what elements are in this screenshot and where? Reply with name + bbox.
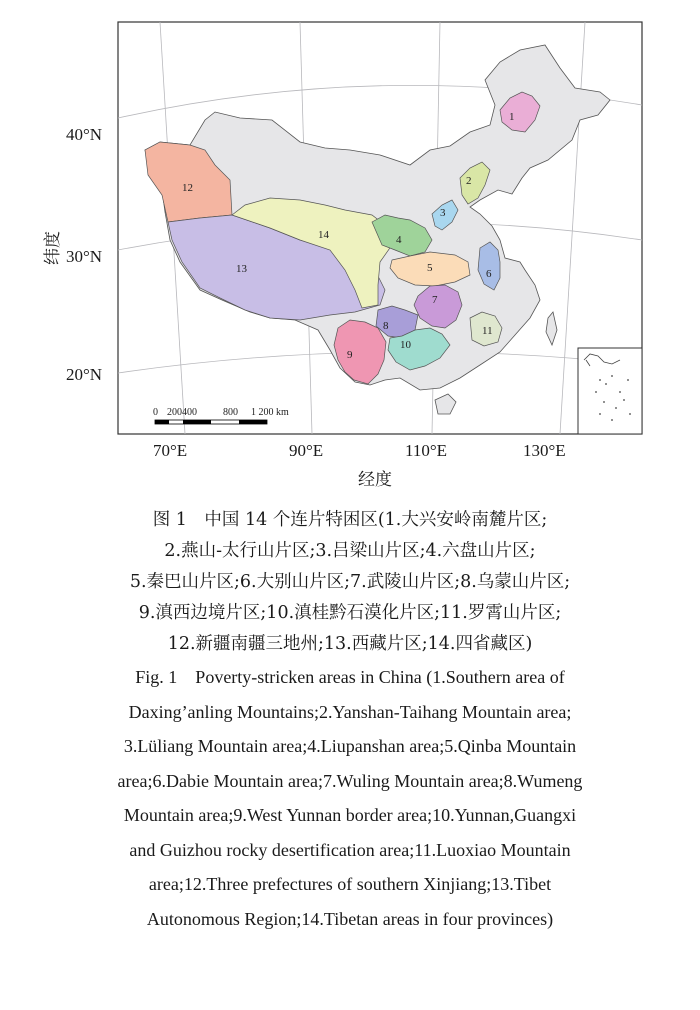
x-axis-label: 经度: [358, 470, 392, 489]
lon-label: 110°E: [405, 441, 448, 460]
caption-en-line: Fig. 1 Poverty-stricken areas in China (1.Southern area of: [135, 667, 565, 687]
y-axis-label: 纬度: [43, 231, 62, 265]
region-label: 10: [400, 339, 411, 351]
caption-en-line: Autonomous Region;14.Tibetan areas in four provinces): [146, 908, 554, 929]
scale-label: 1 200 km: [251, 407, 289, 418]
caption-en-line: Mountain area;9.West Yunnan border area;10.Yunnan,Guangxi: [123, 805, 577, 825]
caption-en-line: area;12.Three prefectures of southern Xinjiang;13.Tibet: [148, 874, 552, 894]
region-label: 8: [383, 320, 389, 332]
lon-label: 130°E: [523, 441, 566, 460]
region-label: 6: [486, 268, 492, 280]
longitude-labels: [153, 441, 566, 460]
region-label: 7: [432, 294, 438, 306]
china-map: [0, 0, 700, 500]
region-label: 14: [318, 229, 329, 241]
lat-label: 30°N: [66, 247, 103, 266]
lon-label: 90°E: [289, 441, 324, 460]
map-figure: [0, 0, 700, 500]
region-label: 9: [347, 349, 353, 361]
caption-zh-line: 5.秦巴山片区;6.大别山片区;7.武陵山片区;8.乌蒙山片区;: [129, 572, 571, 592]
region-label: 12: [182, 182, 193, 194]
south-china-sea-inset: [578, 348, 642, 434]
figure-caption: [0, 505, 700, 936]
scale-label: 800: [223, 407, 238, 418]
region-label: 13: [236, 263, 247, 275]
caption-en-line: Daxing’anling Mountains;2.Yanshan-Taihang Mountain area;: [128, 701, 572, 722]
caption-zh-line: 12.新疆南疆三地州;13.西藏片区;14.四省藏区): [167, 634, 533, 654]
caption-en-line: and Guizhou rocky desertification area;11.Luoxiao Mountain: [129, 839, 571, 860]
region-label: 3: [440, 207, 446, 219]
lat-label: 20°N: [66, 365, 103, 384]
region-label: 11: [482, 325, 493, 337]
caption-zh-line: 2.燕山-太行山片区;3.吕梁山片区;4.六盘山片区;: [164, 541, 536, 561]
caption-en-line: 3.Lüliang Mountain area;4.Liupanshan area;5.Qinba Mountain: [123, 736, 577, 756]
scale-label: 0: [153, 407, 158, 418]
region-label: 5: [427, 262, 433, 274]
caption-zh-line: 9.滇西边境片区;10.滇桂黔石漠化片区;11.罗霄山片区;: [138, 603, 562, 623]
region-label: 4: [396, 234, 402, 246]
caption-en-line: area;6.Dabie Mountain area;7.Wuling Mountain area;8.Wumeng: [117, 770, 583, 791]
region-label: 2: [466, 175, 472, 187]
scale-label: 200400: [167, 407, 197, 418]
caption-zh-line: 图 1 中国 14 个连片特困区(1.大兴安岭南麓片区;: [152, 510, 548, 530]
region-label: 1: [509, 111, 515, 123]
lon-label: 70°E: [153, 441, 188, 460]
lat-label: 40°N: [66, 125, 103, 144]
latitude-labels: [66, 125, 102, 384]
